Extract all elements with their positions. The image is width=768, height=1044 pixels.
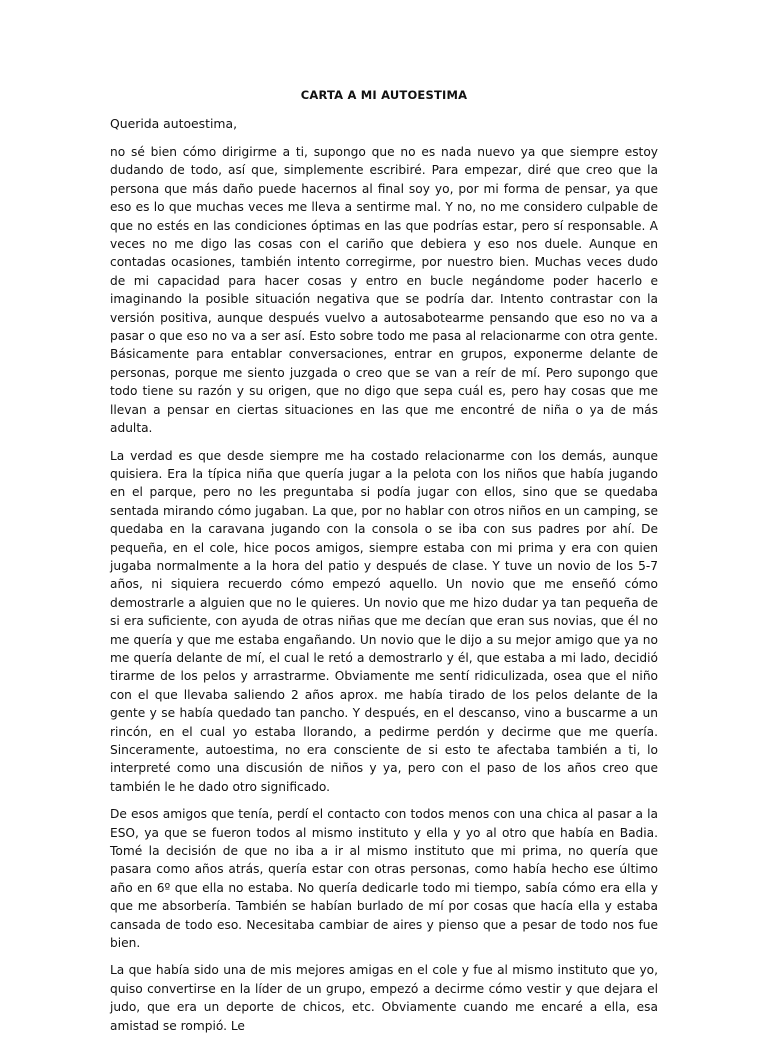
paragraph: La que había sido una de mis mejores amigas en el cole y fue al mismo instituto que yo, quiso convertirse en la líder de un grupo, empezó a decirme cómo vestir y que dejara el judo, que era un deporte de chicos, etc. Obviamente cuando me encaré a ella, esa amistad se rompió. Le <box>110 963 658 1033</box>
paragraph: La verdad es que desde siempre me ha costado relacionarme con los demás, aunque quisiera. Era la típica niña que quería jugar a la pelota con los niños que había jugando en el parque, pero no les preguntaba si podía jugar con ellos, sino que se quedaba sentada mirando cómo jugaban. La que, por no hablar con otros niños en un camping, se quedaba en la caravana jugando con la consola o se iba con sus padres por ahí. De pequeña, en el cole, hice pocos amigos, siempre estaba con mi prima y era con quien jugaba normalmente a la hora del patio y después de clase. Y tuve un novio de los 5-7 años, ni siquiera recuerdo cómo empezó aquello. Un novio que me enseñó cómo demostrarle a alguien que no le quieres. Un novio que me hizo dudar ya tan pequeña de si era suficiente, con ayuda de otras niñas que me decían que eran sus novias, que él no me quería y que me estaba engañando. Un novio que le dijo a su mejor amigo que ya no me quería delante de mí, el cual le retó a demostrarlo y él, que estaba a mi lado, decidió tirarme de los pelos y arrastrarme. Obviamente me sentí ridiculizada, osea que el niño con el que llevaba saliendo 2 años aprox. me había tirado de los pelos delante de la gente y se había quedado tan pancho. Y después, en el descanso, vino a buscarme a un rincón, en el cual yo estaba llorando, a pedirme perdón y decirme que me quería. Sinceramente, autoestima, no era consciente de si esto te afectaba también a ti, lo interpreté como una discusión de niños y ya, pero con el paso de los años creo que también le he dado otro significado. <box>110 448 658 794</box>
paragraph: De esos amigos que tenía, perdí el contacto con todos menos con una chica al pasar a la ESO, ya que se fueron todos al mismo instituto y ella y yo al otro que había en Badia. Tomé la decisión de que no iba a ir al mismo instituto que mi prima, no quería que pasara como años atrás, quería estar con otras personas, como había hecho ese último año en 6º que ella no estaba. No quería dedicarle todo mi tiempo, sabía cómo era ella y que me absorbería. También se habían burlado de mí por cosas que hacía ella y estaba cansada de todo eso. Necesitaba cambiar de aires y pienso que a pesar de todo nos fue bien. <box>110 807 658 951</box>
document-title: CARTA A MI AUTOESTIMA <box>300 88 468 102</box>
paragraph: no sé bien cómo dirigirme a ti, supongo que no es nada nuevo ya que siempre estoy dudando de todo, así que, simplemente escribiré. Para empezar, diré que creo que la persona que más daño puede hacernos al final soy yo, por mi forma de pensar, ya que eso es lo que muchas veces me lleva a sentirme mal. Y no, no me considero culpable de que no estés en las condiciones óptimas en las que podrías estar, pero sí responsable. A veces no me digo las cosas con el cariño que debiera y eso nos duele. Aunque en contadas ocasiones, también intento corregirme, por nuestro bien. Muchas veces dudo de mi capacidad para hacer cosas y entro en bucle negándome poder hacerlo e imaginando la posible situación negativa que se podría dar. Intento contrastar con la versión positiva, aunque después vuelvo a autosabotearme pensando que eso no va a pasar o que eso no va a ser así. Esto sobre todo me pasa al relacionarme con otra gente. Básicamente para entablar conversaciones, entrar en grupos, exponerme delante de personas, porque me siento juzgada o creo que se van a reír de mí. Pero supongo que todo tiene su razón y su origen, que no digo que sepa cuál es, pero hay cosas que me llevan a pensar en ciertas situaciones en las que me encontré de niña o ya de más adulta. <box>110 145 658 436</box>
salutation: Querida autoestima, <box>110 116 238 131</box>
document-body <box>110 143 658 1044</box>
